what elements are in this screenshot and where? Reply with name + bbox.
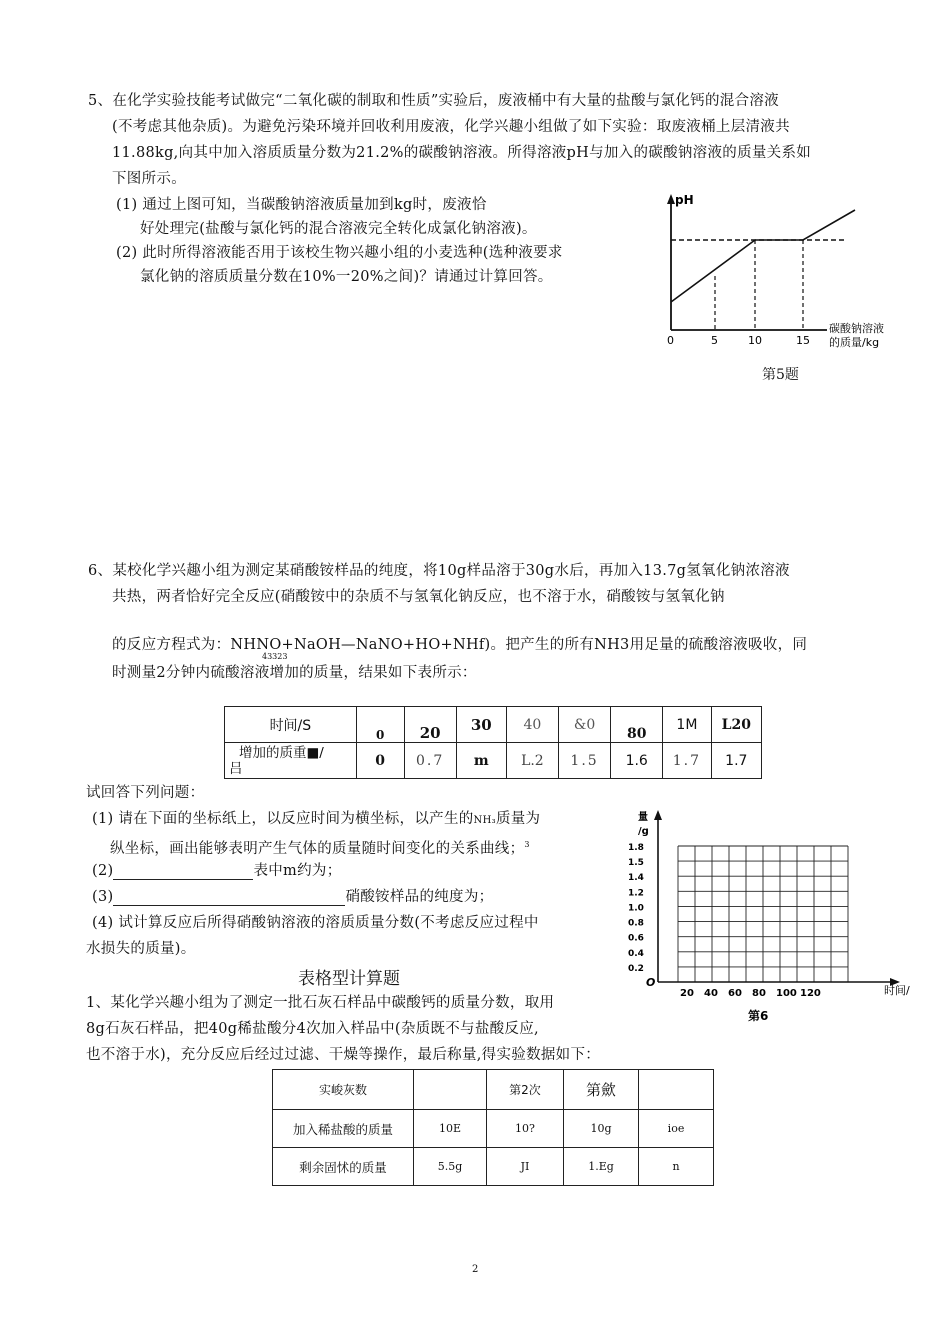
limestone-acid-cell: ioe <box>639 1110 714 1148</box>
grid-x-tick-label: 120 <box>800 988 821 999</box>
q6-mass-cell: 1.5 <box>558 743 610 779</box>
grid-y-tick-label: 0.8 <box>628 918 644 929</box>
ph-xtick-10: 10 <box>748 334 762 347</box>
q6-time-cell: 1M <box>663 707 711 743</box>
q6-sub3-answer-blank[interactable] <box>113 889 345 906</box>
grid-y-arrow <box>654 810 662 820</box>
grid-y-tick-label: 0.2 <box>628 963 644 974</box>
q6-table-row-mass <box>225 743 762 779</box>
limestone-acid-cell: 10E <box>414 1110 487 1148</box>
q6-sub1-text-c: 纵坐标，画出能够表明产生气体的质量随时间变化的关系曲线； <box>110 840 525 857</box>
grid-y-tick-label: 1.2 <box>628 888 644 899</box>
q6-sub4-line-a: (4) 试计算反应后所得硝酸钠溶液的溶质质量分数(不考虑反应过程中 <box>92 915 539 931</box>
grid-y-tick-label: 1.8 <box>628 843 644 853</box>
q6-sub1-text-b: 质量为 <box>495 811 541 827</box>
limestone-solid-cell: n <box>639 1148 714 1186</box>
q6-mass-cell: 0.7 <box>404 743 456 779</box>
limestone-table-header-row <box>273 1070 714 1110</box>
q5-sub1-line-b: 好处理完(盐酸与氯化钙的混合溶液完全转化成氯化钠溶液)。 <box>140 221 537 237</box>
limestone-solid-cell: 5.5g <box>414 1148 487 1186</box>
section-q1-line-3: 也不溶于水)，充分反应后经过过滤、干燥等操作，最后称量,得实验数据如下： <box>86 1047 601 1063</box>
grid-x-ticks <box>680 988 821 999</box>
q6-time-cell: L20 <box>711 707 761 743</box>
q6-sub2-prefix: (2) <box>92 863 114 879</box>
q6-line-1: 6、某校化学兴趣小组为测定某硝酸铵样品的纯度，将10g样品溶于30g水后，再加入13.7g氢氧化钠浓溶液 <box>88 563 790 579</box>
q6-sub2-answer-blank[interactable] <box>113 863 253 880</box>
q5-line-3: 11.88kg,向其中加入溶质质量分数为21.2%的碳酸钠溶液。所得溶液pH与加入的碳酸钠溶液的质量关系如 <box>112 145 812 161</box>
graph-paper-chart <box>622 806 922 1028</box>
limestone-row-label: 加入稀盐酸的质量 <box>273 1110 414 1148</box>
ph-xtick-0: 0 <box>667 334 674 347</box>
limestone-header-cell: 实峻灰数 <box>273 1070 414 1110</box>
q6-sub3-suffix: 硝酸铵样品的纯度为； <box>345 889 494 905</box>
limestone-solid-cell: JI <box>487 1148 564 1186</box>
q6-time-cell: 20 <box>404 707 456 743</box>
grid-y-tick-label: 1.0 <box>628 903 644 914</box>
grid-xlabel: 时间/ <box>884 984 910 997</box>
q6-mass-header-line-a: 增加的质重■/ <box>239 744 324 761</box>
q6-sub2-suffix: 表中m约为； <box>253 863 342 879</box>
q6-sub3-prefix: (3) <box>92 889 114 905</box>
q6-time-header: 时间/S <box>225 707 357 743</box>
q5-line-4: 下图所示。 <box>112 171 186 187</box>
section-q1-line-1: 1、某化学兴趣小组为了测定一批石灰石样品中碳酸钙的质量分数，取用 <box>86 995 555 1011</box>
grid-y-tick-label: 1.5 <box>628 858 644 869</box>
q6-mass-cell: 1.6 <box>611 743 663 779</box>
section-heading: 表格型计算题 <box>298 969 400 989</box>
ph-chart-ylabel: pH <box>675 193 694 207</box>
q6-sub3 <box>92 884 493 910</box>
limestone-table-row-acid <box>273 1110 714 1148</box>
q6-time-cell: &0 <box>558 707 610 743</box>
ph-xlabel-line-1: 碳酸钠溶液 <box>829 322 884 335</box>
ph-curve <box>671 210 855 302</box>
page-number: 2 <box>472 1264 479 1275</box>
grid-x-tick-label: 80 <box>752 988 766 999</box>
grid-y-tick-label: 1.4 <box>628 873 644 884</box>
grid-y-tick-label: 0.6 <box>628 933 644 944</box>
ph-xlabel-line-2: 的质量/kg <box>829 336 880 349</box>
grid-ylabel-b: /g <box>638 826 649 837</box>
q6-sub1-text: (1) 请在下面的坐标纸上，以反应时间为横坐标，以产生的 <box>92 811 474 827</box>
q5-sub2-line-a: (2) 此时所得溶液能否用于该校生物兴趣小组的小麦选种(选种液要求 <box>116 245 563 261</box>
q6-sub1-line-a <box>92 806 540 834</box>
q5-line-1: 5、在化学实验技能考试做完“二氧化碳的制取和性质”实验后，废液桶中有大量的盐酸与氯化钙的混合溶液 <box>88 93 779 109</box>
q6-mass-cell: 1.7 <box>663 743 711 779</box>
grid-x-tick-label: 100 <box>776 988 797 999</box>
q6-line-4: 时测量2分钟内硫酸溶液增加的质量，结果如下表所示： <box>112 665 477 681</box>
q6-data-table <box>224 706 762 779</box>
q6-sub1-nh3: NH₃ <box>473 815 496 826</box>
q5-sub2-line-b: 氯化钠的溶质质量分数在10%一20%之间)？请通过计算回答。 <box>140 269 553 285</box>
limestone-row-label: 剩余固怵的质量 <box>273 1148 414 1186</box>
q6-tiny-mark: 43323 <box>262 652 288 661</box>
q6-time-cell: 40 <box>506 707 558 743</box>
grid-y-tick-label: 0.4 <box>628 948 644 959</box>
limestone-data-table <box>272 1069 714 1186</box>
q6-mass-header-line-b: 吕 <box>229 760 243 777</box>
limestone-header-cell: 第2次 <box>487 1070 564 1110</box>
q6-mass-cell: 0 <box>356 743 404 779</box>
q6-sub4-line-b: 水损失的质量)。 <box>86 941 196 957</box>
q6-mass-cell: m <box>456 743 506 779</box>
q6-mass-cell: L.2 <box>506 743 558 779</box>
q6-sub1-sup: 3 <box>524 840 530 849</box>
grid-x-tick-label: 40 <box>704 988 718 999</box>
limestone-header-cell <box>639 1070 714 1110</box>
ph-xtick-15: 15 <box>796 334 810 347</box>
limestone-table-row-solid <box>273 1148 714 1186</box>
graph-paper-grid <box>678 846 848 982</box>
ph-xtick-5: 5 <box>711 334 718 347</box>
q6-line-2: 共热，两者恰好完全反应(硝酸铵中的杂质不与氢氧化钠反应，也不溶于水，硝酸铵与氢氧化钠 <box>112 589 725 605</box>
ph-chart <box>655 190 905 360</box>
q5-sub1-line-a: (1) 通过上图可知，当碳酸钠溶液质量加到kg时，废液恰 <box>116 197 487 213</box>
section-q1-line-2: 8g石灰石样品，把40g稀盐酸分4次加入样品中(杂质既不与盐酸反应, <box>86 1021 539 1037</box>
grid-x-tick-label: 60 <box>728 988 742 999</box>
grid-y-ticks <box>628 843 644 974</box>
grid-origin: O <box>646 976 656 989</box>
grid-ylabel-a: 量 <box>638 812 648 823</box>
q6-time-cell: 0 <box>356 707 404 743</box>
q6-table-row-time <box>225 707 762 743</box>
grid-x-tick-label: 20 <box>680 988 694 999</box>
q6-time-cell: 80 <box>611 707 663 743</box>
limestone-acid-cell: 10g <box>564 1110 639 1148</box>
limestone-solid-cell: 1.Eg <box>564 1148 639 1186</box>
q6-ask: 试回答下列问题： <box>86 785 205 801</box>
q6-time-cell: 30 <box>456 707 506 743</box>
limestone-header-cell <box>414 1070 487 1110</box>
q5-line-2: (不考虑其他杂质)。为避免污染环境并回收利用废液，化学兴趣小组做了如下实验：取废液桶上层清液共 <box>112 119 790 135</box>
figure-5-caption: 第5题 <box>762 367 799 383</box>
q6-mass-cell: 1.7 <box>711 743 761 779</box>
figure-6-caption: 第6 <box>748 1009 769 1023</box>
ph-chart-y-arrow <box>667 194 675 204</box>
q6-line-3: 的反应方程式为：NHNO+NaOH—NaNO+HO+NHf)。把产生的所有NH3用足量的硫酸溶液吸收，同 <box>112 637 808 653</box>
limestone-header-cell: 第歛 <box>564 1070 639 1110</box>
q6-sub2 <box>92 858 342 884</box>
q6-mass-header <box>225 743 357 779</box>
limestone-acid-cell: 10? <box>487 1110 564 1148</box>
